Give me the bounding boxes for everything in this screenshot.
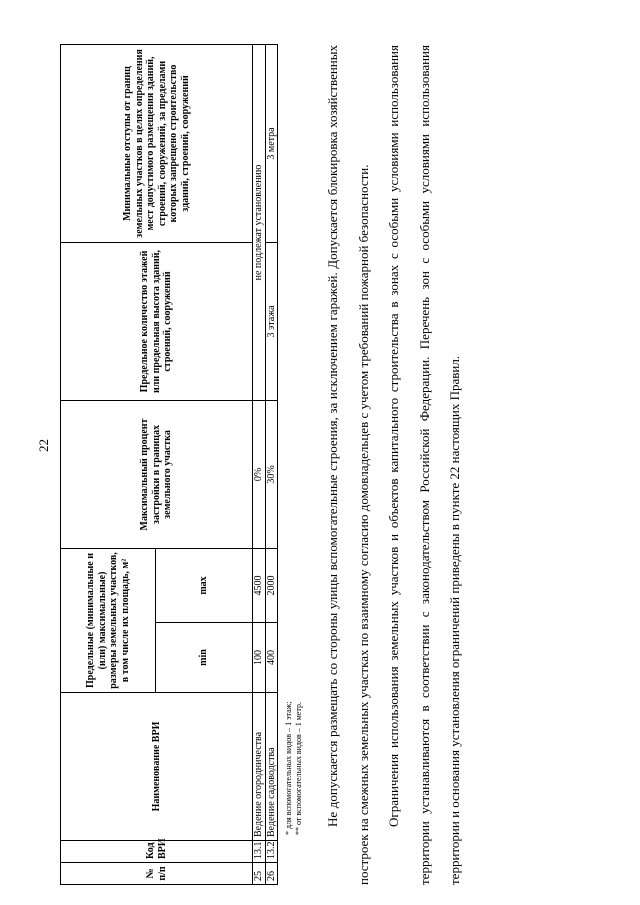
row-name: Ведение огородничества: [253, 693, 266, 841]
footnote: ** от вспомогательных видов – 1 метр.: [293, 702, 303, 835]
footnote: * для вспомогательных видов – 1 этаж;: [284, 701, 293, 835]
table-footnotes: [284, 702, 303, 835]
header-floors: Предельное количество этажей или предельная высота зданий, строений, сооружений: [61, 242, 253, 400]
row-max: 2000: [265, 548, 278, 622]
header-area-group: Предельные (минимальные и (или) максимальные) размеры земельных участков, в том числе их площадь, м²: [61, 548, 156, 692]
paragraph: Ограничения использования земельных участков и объектов капитального строительства в зонах с особыми условиями использования территории устанавливаются в соответствии с законодательством Российской Федерации. Перечень зон с особыми условиями использования территории и основания установления ограничений приведены в пункте 22 настоящих Правил.: [386, 45, 462, 885]
row-name: Ведение садоводства: [265, 693, 278, 841]
header-code: Код ВРИ: [61, 841, 253, 863]
row-code: 13.2: [265, 841, 278, 863]
header-area-max: max: [156, 548, 253, 622]
header-name: Наименование ВРИ: [61, 693, 253, 841]
rotated-page-content: [60, 45, 470, 885]
page-number: 22: [36, 439, 51, 452]
table-row: [253, 44, 266, 884]
header-area-min: min: [156, 623, 253, 693]
row-max: 4500: [253, 548, 266, 622]
row-floors-merged: не подлежат установлению: [253, 44, 266, 400]
header-setback: Минимальные отступы от границ земельных участков в целях определения мест допустимого размещения зданий, строений, сооружений, за пределами которых запрещено строительство зданий, строений, сооружений: [61, 44, 253, 242]
table-row: [265, 44, 278, 884]
paragraph: Не допускается размещать со стороны улицы вспомогательные строения, за исключением гаражей. Допускается блокировка хозяйственных построек на смежных земельных участках по взаимному согласию домовладельцев с учетом требований пожарной безопасности.: [325, 45, 371, 885]
row-percent: 0%: [253, 400, 266, 548]
row-percent: 30%: [265, 400, 278, 548]
body-text: [318, 45, 471, 885]
row-num: 26: [265, 863, 278, 885]
row-floors: 3 этажа: [265, 242, 278, 400]
row-code: 13.1: [253, 841, 266, 863]
land-use-table: [60, 44, 278, 885]
row-min: 100: [253, 623, 266, 693]
row-num: 25: [253, 863, 266, 885]
row-min: 400: [265, 623, 278, 693]
header-num: № п/п: [61, 863, 253, 885]
header-max-percent: Максимальный процент застройки в границах земельного участка: [61, 400, 253, 548]
row-setback: 3 метра: [265, 44, 278, 242]
